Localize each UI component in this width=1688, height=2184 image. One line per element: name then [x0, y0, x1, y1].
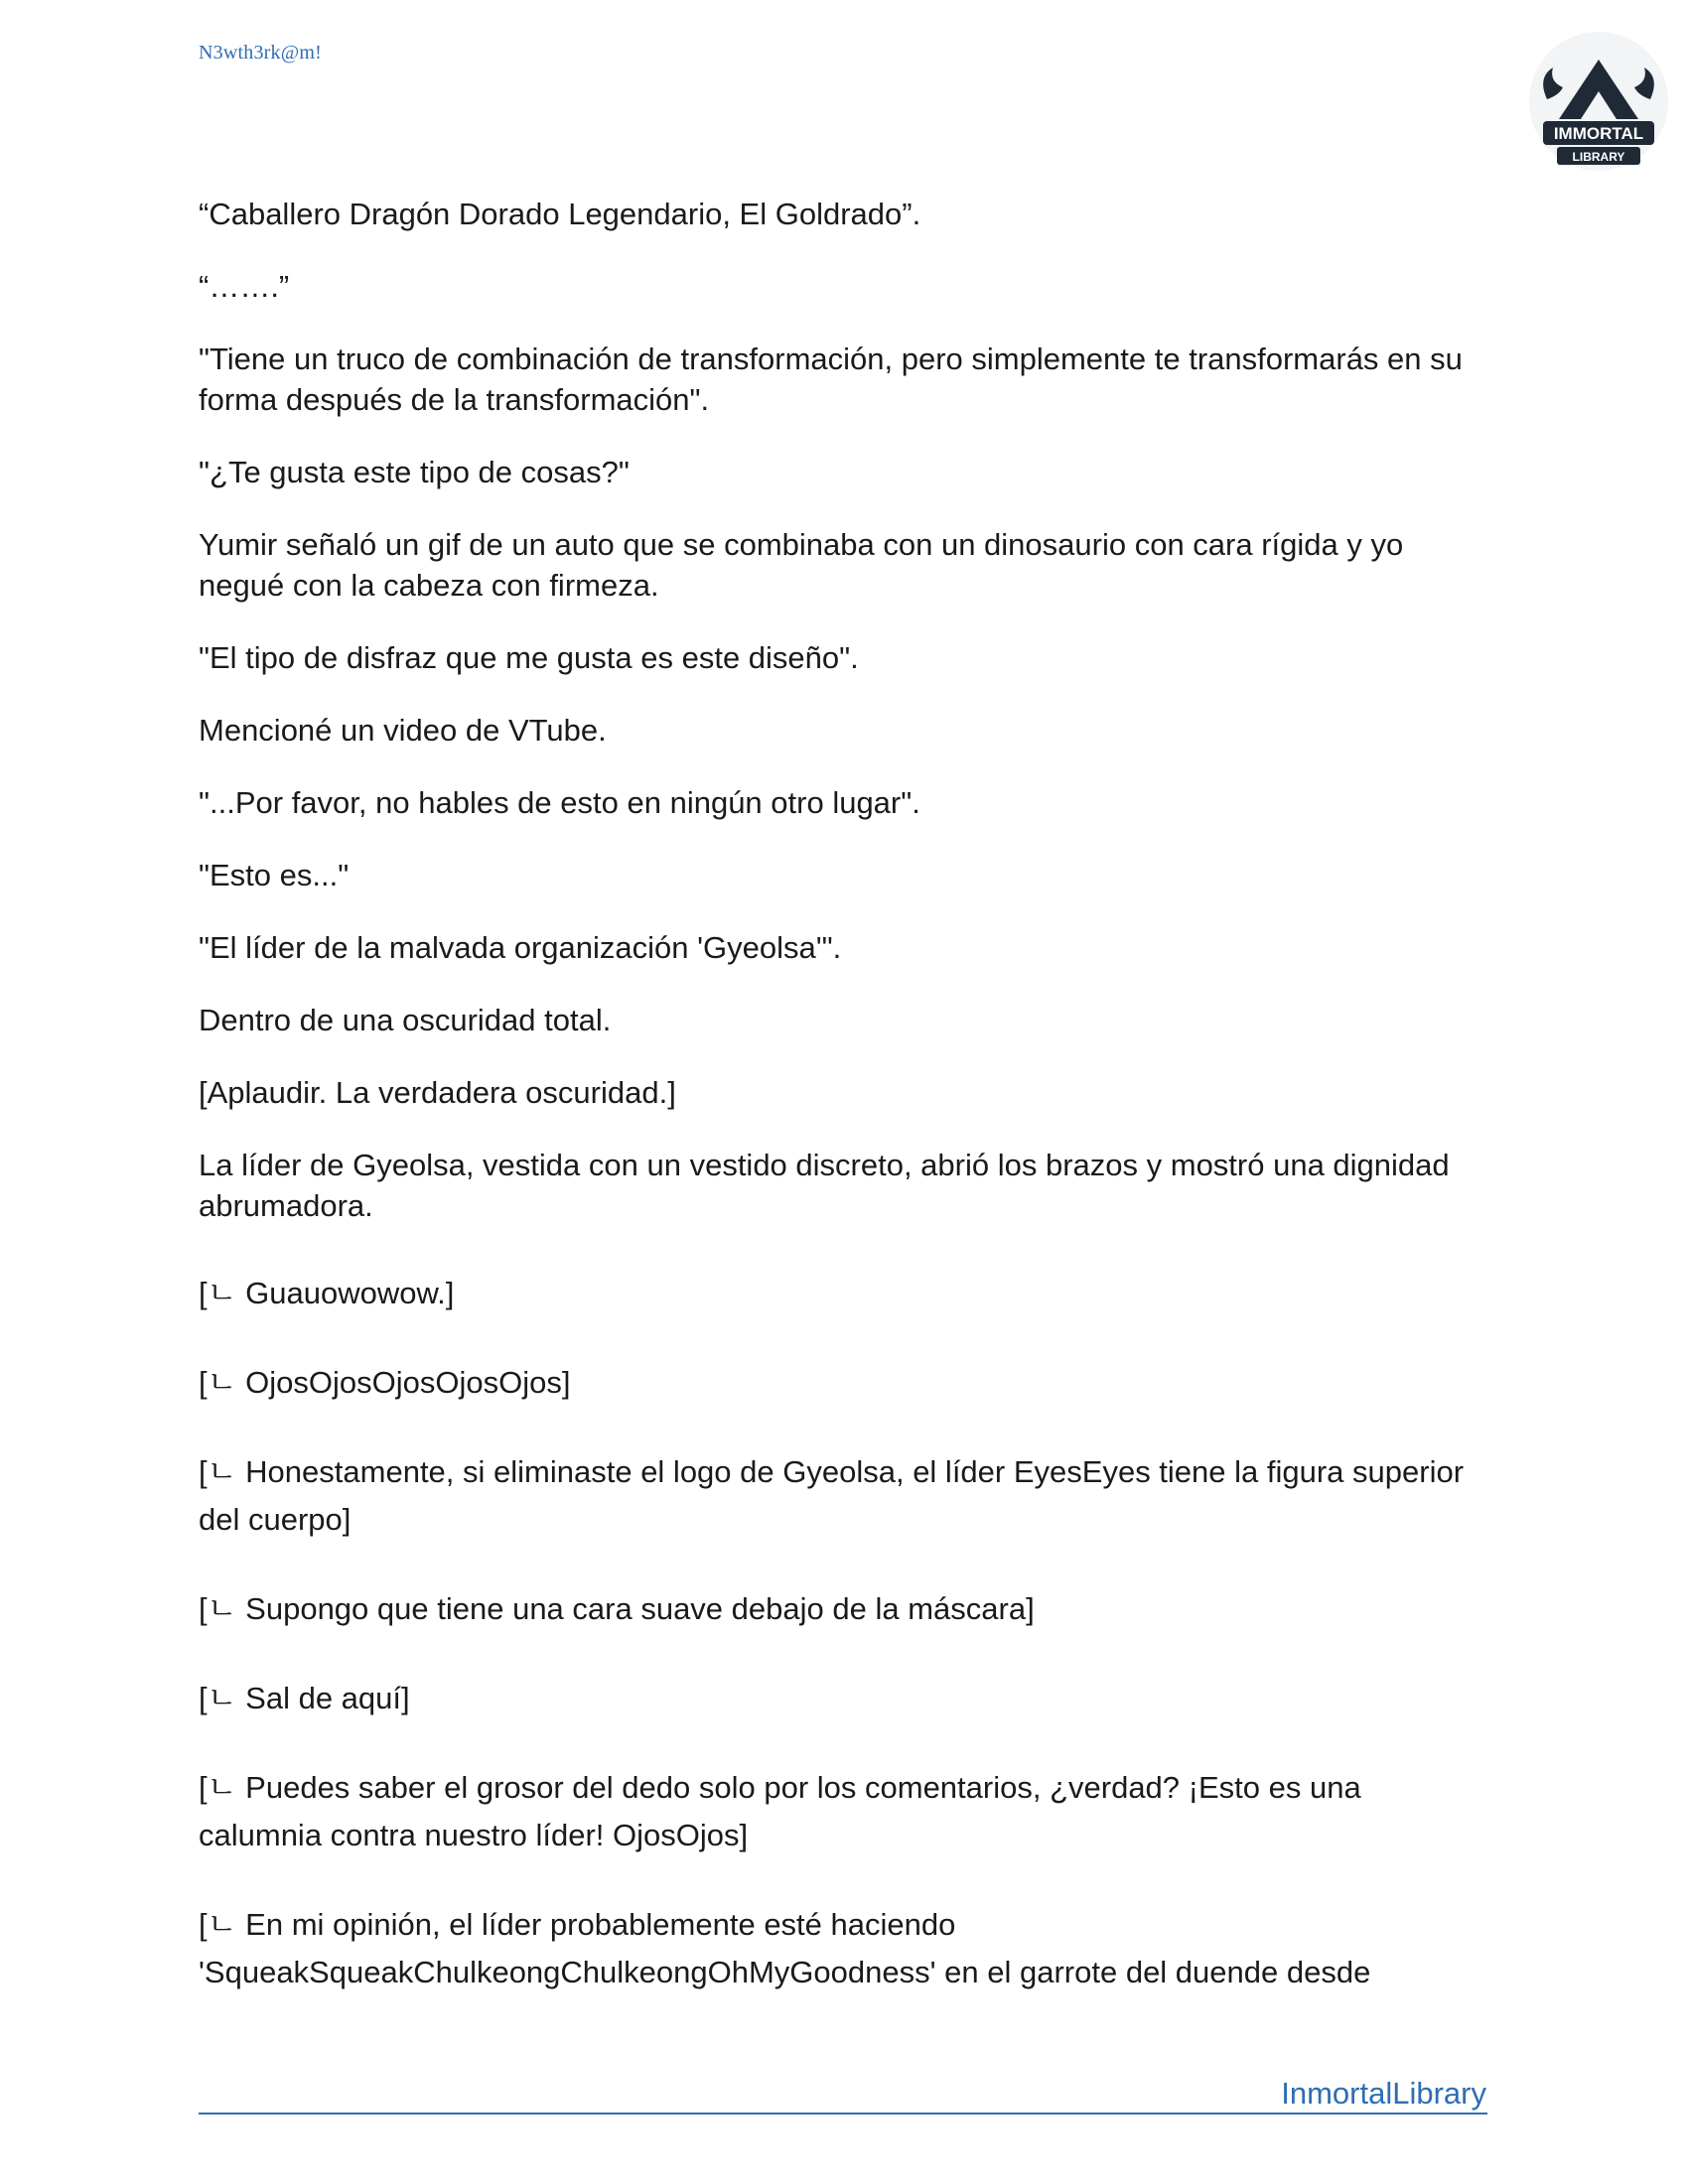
paragraph: "Esto es...": [199, 858, 350, 892]
chat-comment: [ㄴ Puedes saber el grosor del dedo solo por los comentarios, ¿verdad? ¡Esto es una calumnia contra nuestro líder! OjosOjos]: [199, 1770, 1361, 1852]
document-body: [199, 194, 1489, 2038]
chat-comment: [ㄴ Guauowowow.]: [199, 1276, 455, 1310]
footer-library-link[interactable]: InmortalLibrary: [1281, 2076, 1486, 2111]
paragraph: "El líder de la malvada organización 'Gyeolsa'".: [199, 930, 842, 965]
header-watermark: N3wth3rk@m!: [199, 42, 322, 64]
logo-text-immortal: IMMORTAL: [1553, 124, 1644, 143]
paragraph: Mencioné un video de VTube.: [199, 713, 607, 748]
paragraph: “…….”: [199, 269, 290, 304]
logo-text-library: LIBRARY: [1572, 150, 1625, 164]
paragraph: “Caballero Dragón Dorado Legendario, El Goldrado”.: [199, 197, 921, 231]
chat-comment: [ㄴ Honestamente, si eliminaste el logo de Gyeolsa, el líder EyesEyes tiene la figura superior del cuerpo]: [199, 1454, 1465, 1537]
chat-comment: [ㄴ En mi opinión, el líder probablemente esté haciendo 'SqueakSqueakChulkeongChulkeongOhMyGoodness' en el garrote del duende desde: [199, 1907, 1371, 1989]
paragraph: La líder de Gyeolsa, vestida con un vestido discreto, abrió los brazos y mostró una dignidad abrumadora.: [199, 1148, 1450, 1223]
paragraph: Dentro de una oscuridad total.: [199, 1003, 612, 1037]
paragraph: "¿Te gusta este tipo de cosas?": [199, 455, 630, 489]
paragraph: "El tipo de disfraz que me gusta es este diseño".: [199, 640, 859, 675]
paragraph: Yumir señaló un gif de un auto que se combinaba con un dinosaurio con cara rígida y yo negué con la cabeza con firmeza.: [199, 527, 1404, 603]
immortal-library-logo: [1519, 30, 1678, 179]
chat-comment: [ㄴ OjosOjosOjosOjosOjos]: [199, 1365, 571, 1400]
paragraph: [Aplaudir. La verdadera oscuridad.]: [199, 1075, 676, 1110]
paragraph: "...Por favor, no hables de esto en ningún otro lugar".: [199, 785, 920, 820]
paragraph: "Tiene un truco de combinación de transformación, pero simplemente te transformarás en su forma después de la transformación".: [199, 341, 1463, 417]
chat-comment: [ㄴ Supongo que tiene una cara suave debajo de la máscara]: [199, 1591, 1035, 1626]
chat-comment: [ㄴ Sal de aquí]: [199, 1681, 410, 1715]
footer-rule: [199, 2113, 1487, 2115]
